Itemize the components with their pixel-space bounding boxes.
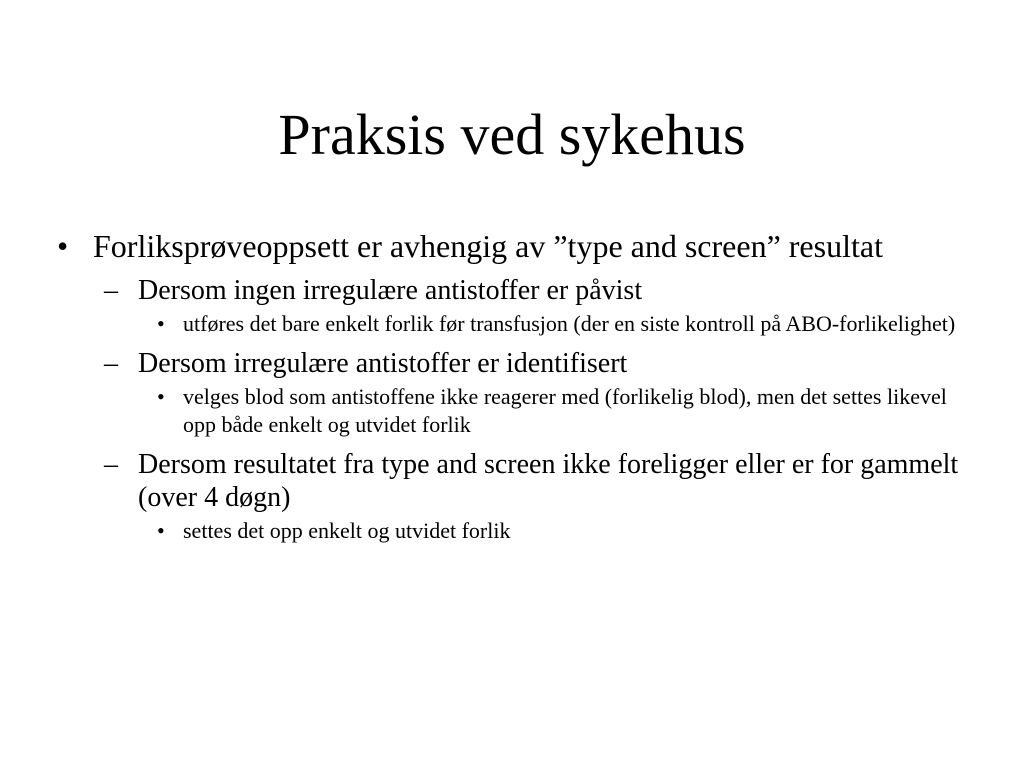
- bullet-icon: •: [57, 228, 69, 264]
- bullet-icon: •: [157, 384, 165, 409]
- dash-icon: –: [104, 348, 118, 379]
- slide-title: Praksis ved sykehus: [278, 102, 746, 167]
- bullet-text: Dersom resultatet fra type and screen ikke foreligger eller er for gammelt (over 4 døgn): [138, 449, 959, 513]
- bullet-icon: •: [157, 518, 165, 543]
- bullet-text: Dersom ingen irregulære antistoffer er påvist: [138, 275, 643, 306]
- bullet-item-level1: [57, 228, 973, 265]
- slide-content: [0, 228, 1024, 545]
- dash-icon: –: [104, 449, 118, 480]
- bullet-item-level3: [157, 383, 973, 439]
- bullet-text: Forliksprøveoppsett er avhengig av ”type and screen” resultat: [93, 228, 883, 264]
- bullet-item-level3: [157, 310, 973, 338]
- bullet-text: velges blod som antistoffene ikke reagerer med (forlikelig blod), men det settes likevel opp både enkelt og utvidet forlik: [183, 384, 947, 437]
- bullet-text: settes det opp enkelt og utvidet forlik: [183, 518, 511, 543]
- bullet-text: Dersom irregulære antistoffer er identifisert: [138, 348, 628, 379]
- bullet-item-level2: [104, 274, 978, 307]
- dash-icon: –: [104, 275, 118, 306]
- bullet-item-level3: [157, 517, 973, 545]
- bullet-text: utføres det bare enkelt forlik før transfusjon (der en siste kontroll på ABO-forlikelighet): [183, 311, 956, 336]
- bullet-item-level2: [104, 347, 978, 380]
- bullet-item-level2: [104, 448, 978, 514]
- bullet-icon: •: [157, 311, 165, 336]
